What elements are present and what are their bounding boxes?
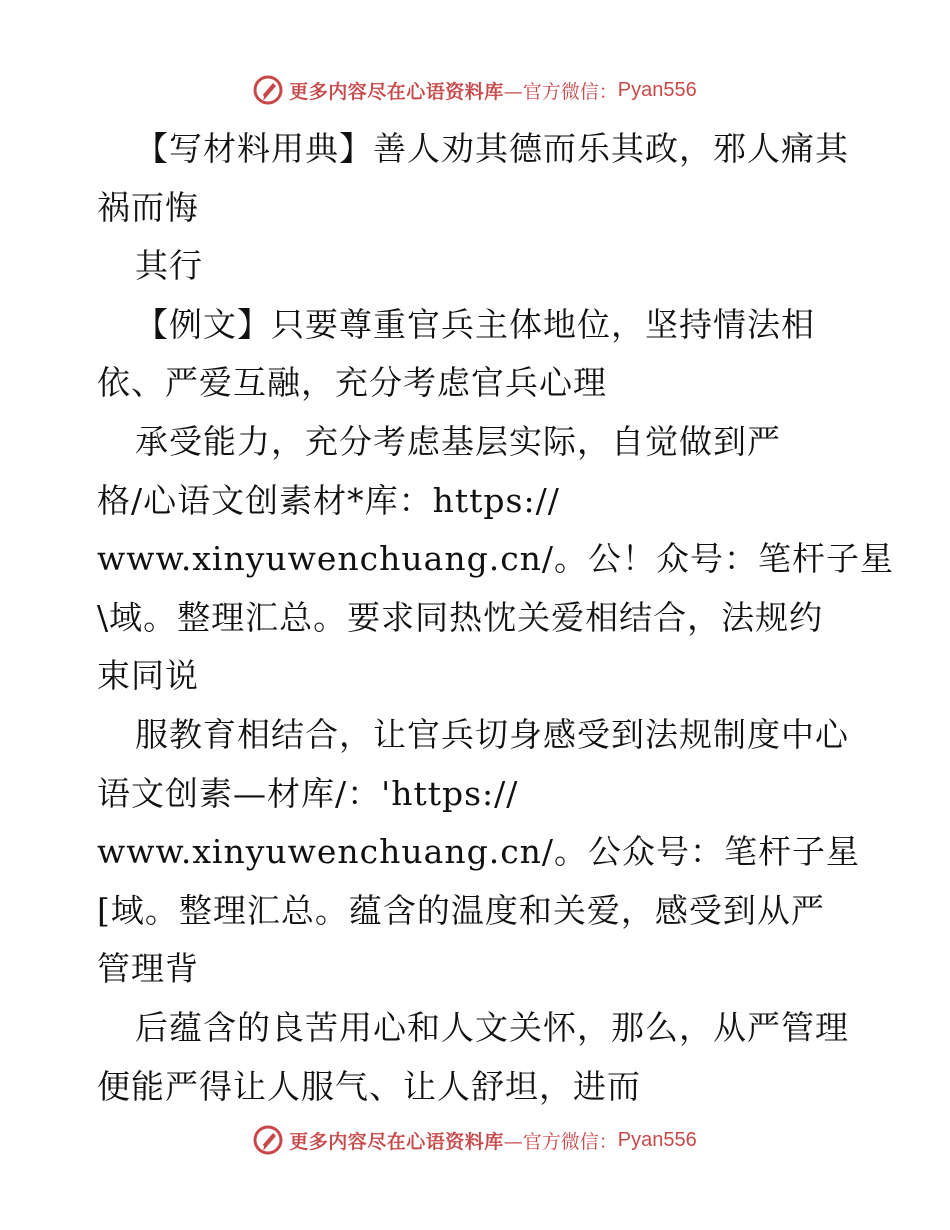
footer-banner <box>0 1120 950 1160</box>
document-body <box>97 120 895 1116</box>
text-line: www.xinyuwenchuang.cn/。公！众号：笔杆子星 <box>97 539 895 579</box>
text-line: 后蕴含的良苦用心和人文关怀，那么，从严管理 <box>135 1007 849 1047</box>
pen-logo-icon <box>253 1125 283 1155</box>
text-line: 依、严爱互融，充分考虑官兵心理 <box>97 363 607 403</box>
text-line: 束同说 <box>97 656 199 696</box>
text-line: [域。整理汇总。蕴含的温度和关爱，感受到从严 <box>97 890 825 930</box>
text-line: www.xinyuwenchuang.cn/。公众号：笔杆子星 <box>97 832 861 872</box>
pen-logo-icon <box>253 75 283 105</box>
text-line: 格/心语文创素材*库：https:// <box>97 480 560 520</box>
banner-subtitle: —官方微信： <box>503 80 618 103</box>
text-line: 便能严得让人服气、让人舒坦，进而 <box>97 1066 641 1106</box>
header-banner <box>0 70 950 110</box>
banner-wechat-id: Pyan556 <box>617 1128 697 1151</box>
text-line: 承受能力，充分考虑基层实际，自觉做到严 <box>135 421 781 461</box>
banner-wechat-id: Pyan556 <box>617 78 697 101</box>
text-line: 祸而悔 <box>97 187 199 227</box>
text-line: \域。整理汇总。要求同热忱关爱相结合，法规约 <box>97 597 824 637</box>
text-line: 服教育相结合，让官兵切身感受到法规制度中心 <box>135 714 849 754</box>
text-line: 【写材料用典】善人劝其德而乐其政，邪人痛其 <box>135 129 849 168</box>
banner-subtitle: —官方微信： <box>503 1130 618 1153</box>
banner-title: 更多内容尽在心语资料库 <box>289 1130 504 1153</box>
text-line: 管理背 <box>97 949 199 989</box>
text-line: 其行 <box>135 246 203 286</box>
banner-title: 更多内容尽在心语资料库 <box>289 80 504 103</box>
text-line: 语文创素—材库/：'https:// <box>97 773 519 813</box>
text-line: 【例文】只要尊重官兵主体地位，坚持情法相 <box>135 304 815 344</box>
